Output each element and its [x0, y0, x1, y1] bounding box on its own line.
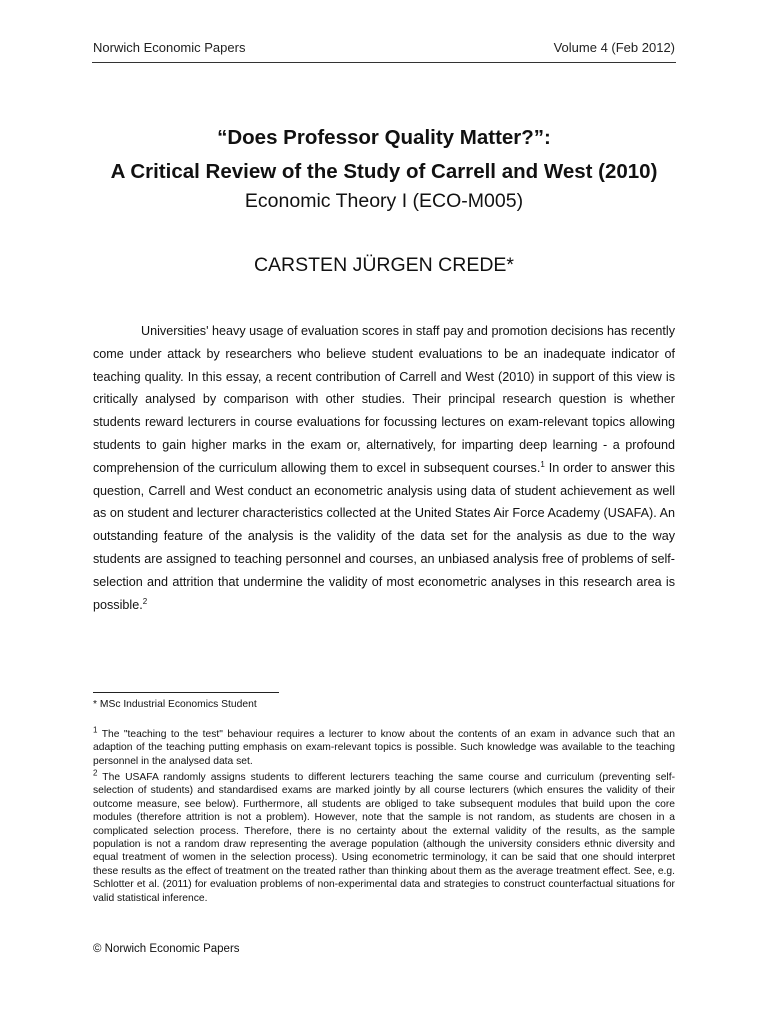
abstract-text-part-1: Universities' heavy usage of evaluation scores in staff pay and promotion decisions has recently come under attack by researchers who believe student evaluations to be an inadequate indicator of teaching quality. In this essay, a recent contribution of Carrell and West (2010) in support of this view is critically analysed by comparison with other studies. Their principal research question is whether students reward lecturers in course evaluations for focussing lectures on exam-relevant topics allowing students to gain higher marks in the exam or, alternatively, for imparting deep learning - a profound comprehension of the curriculum allowing them to excel in subsequent courses.: [93, 324, 675, 475]
paper-title-line-2: A Critical Review of the Study of Carrell and West (2010): [110, 160, 658, 183]
copyright-footer: © Norwich Economic Papers: [93, 943, 240, 955]
footnote-2: [93, 768, 675, 905]
footnote-1-text: The "teaching to the test" behaviour requires a lecturer to know about the contents of an exam in advance such that an adaption of the teaching putting emphasis on exam-relevant topics is possible. Such knowledge was available to the teaching personnel in the analysed data set.: [93, 729, 675, 767]
header-divider: [92, 62, 676, 63]
footnote-2-mark: 2: [93, 768, 98, 778]
running-header-journal: Norwich Economic Papers: [93, 40, 246, 55]
footnote-divider: [93, 692, 279, 693]
running-header-volume: Volume 4 (Feb 2012): [553, 40, 675, 55]
paper-title-line-1: “Does Professor Quality Matter?”:: [217, 126, 551, 149]
author-affiliation-note: * MSc Industrial Economics Student: [93, 699, 257, 710]
abstract-paragraph: [93, 320, 675, 616]
footnote-1: [93, 725, 675, 768]
paper-subtitle: Economic Theory I (ECO-M005): [244, 190, 524, 212]
footnote-2-text: The USAFA randomly assigns students to different lecturers teaching the same course and curriculum (preventing self-selection of students) and standardised exams are marked jointly by all course lecturers (which ensures the validity of their outcome measure, see below). Furthermore, all students are obliged to take subsequent modules that build upon the core modules (therefore attrition is not a problem). However, note that the sample is not random, as students are chosen in a complicated selection process. Therefore, there is no certainty about the external validity of the results, as the sample population is not a random draw representing the average population (although the university considers ethnic diversity and equal treatment of women in the selection process). Using econometric terminology, it can be said that one should interpret these results as the effect of treatment on the treated rather than thinking about them as the average treatment effect. See, e.g. Schlotter et al. (2011) for evaluation problems of non-experimental data and strategies to construct counterfactual situations for valid statistical inference.: [93, 772, 675, 904]
footnote-ref-1[interactable]: 1: [540, 459, 545, 469]
abstract-text-part-2: In order to answer this question, Carrell and West conduct an econometric analysis using data of student achievement as well as on student and lecturer characteristics collected at the United States Air Force Academy (USAFA). An outstanding feature of the analysis is the validity of the data set for the analysis as due to the way students are assigned to teaching personnel and courses, an unbiased analysis free of problems of self-selection and attrition that undermine the validity of most econometric analyses in this research area is possible.: [93, 460, 675, 612]
footnote-ref-2[interactable]: 2: [142, 596, 148, 606]
author-name: CARSTEN JÜRGEN CREDE*: [253, 254, 515, 276]
footnote-1-mark: 1: [93, 725, 98, 735]
